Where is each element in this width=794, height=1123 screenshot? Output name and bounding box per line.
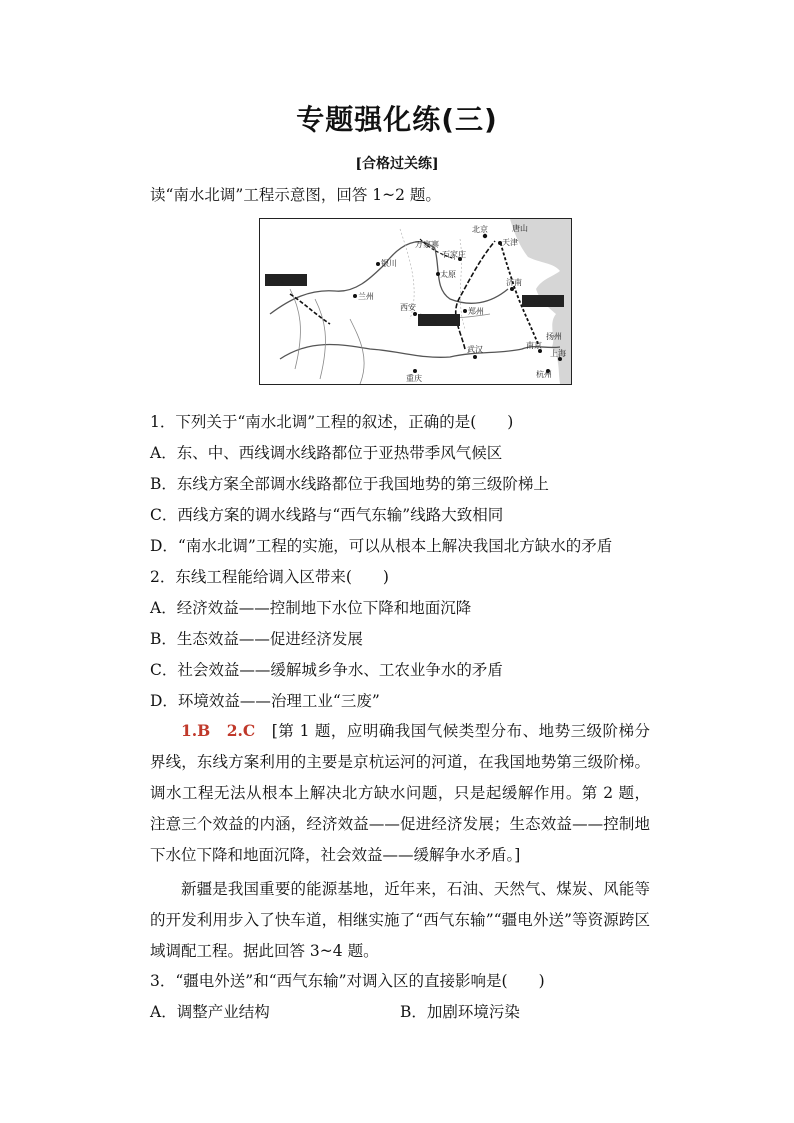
q3-option-b: B．加剧环境污染 <box>400 1003 520 1021</box>
page-title: 专题强化练(三) <box>296 103 498 136</box>
q1-option-a: A．东、中、西线调水线路都位于亚热带季风气候区 <box>150 444 503 462</box>
xian-label: 西安 <box>400 303 416 312</box>
lanzhou-label: 兰州 <box>358 292 374 301</box>
q1-option-c: C．西线方案的调水线路与“西气东输”线路大致相同 <box>150 506 504 524</box>
taiyuan-label: 太原 <box>440 270 456 279</box>
intro-text-2: 新疆是我国重要的能源基地，近年来，石油、天然气、煤炭、风能等的开发利用步入了快车道，相继实施了“西气东输”“疆电外送”等资源跨区域调配工程。据此回答 3~4 题。 <box>150 880 650 960</box>
jinan-marker <box>510 287 514 291</box>
tianjin-label: 天津 <box>502 238 518 247</box>
tangshan-label: 唐山 <box>512 224 528 233</box>
yangzhou-label: 扬州 <box>546 332 562 341</box>
chongqing-label: 重庆 <box>406 374 422 383</box>
yangtze-river <box>280 345 560 359</box>
beijing-marker <box>483 234 487 238</box>
hangzhou-label: 杭州 <box>536 370 552 379</box>
q3-option-a: A．调整产业结构 <box>150 1003 270 1021</box>
yinchuan-label: 银川 <box>381 259 397 268</box>
chongqing-marker <box>413 369 417 373</box>
answer-explanation: [第 1 题，应明确我国气候类型分布、地势三级阶梯分界线，东线方案利用的主要是京杭运河的河道，在我国地势第三级阶梯。调水工程无法从根本上解决北方缺水问题，只是起缓解作用。第 2 题，注意三个效益的内涵，经济效益——促进经济发展；生态效益——控制地下水位下降和地面沉降，社会效益——缓解争水矛盾。] <box>150 722 650 864</box>
q3-stem: 3．“疆电外送”和“西气东输”对调入区的直接影响是( ) <box>150 972 545 990</box>
eastern-route-tag: 东线工程 <box>525 297 557 306</box>
answer-key: 1.B 2.C <box>181 721 256 740</box>
map-svg <box>260 219 571 384</box>
section-heading: [合格过关练] <box>355 156 439 172</box>
intro-text-1: 读“南水北调”工程示意图，回答 1~2 题。 <box>150 186 441 204</box>
q2-option-b: B．生态效益——促进经济发展 <box>150 630 363 648</box>
q2-option-d: D．环境效益——治理工业“三废” <box>150 692 380 710</box>
beijing-label: 北京 <box>472 225 488 234</box>
lanzhou-marker <box>353 294 357 298</box>
south-north-water-diversion-map <box>259 218 572 385</box>
wanjiazhai-label: 万家寨 <box>415 240 439 249</box>
shanghai-label: 上海 <box>550 349 566 358</box>
zhengzhou-marker <box>463 309 467 313</box>
q1-option-b: B．东线方案全部调水线路都位于我国地势的第三级阶梯上 <box>150 475 549 493</box>
wuhan-label: 武汉 <box>467 345 483 354</box>
yinchuan-marker <box>376 262 380 266</box>
river-west-1 <box>290 289 300 369</box>
middle-route-tag: 中线工程 <box>421 316 453 325</box>
wuhan-marker <box>473 355 477 359</box>
q2-option-c: C．社会效益——缓解城乡争水、工农业争水的矛盾 <box>150 661 503 679</box>
nanjing-label: 南京 <box>526 341 542 350</box>
q2-option-a: A．经济效益——控制地下水位下降和地面沉降 <box>150 599 472 617</box>
q1-stem: 1．下列关于“南水北调”工程的叙述，正确的是( ) <box>150 413 514 431</box>
jinan-label: 济南 <box>506 278 522 287</box>
q2-stem: 2．东线工程能给调入区带来( ) <box>150 568 389 586</box>
western-route-tag: 西线工程 <box>268 276 300 285</box>
zhengzhou-label: 郑州 <box>468 307 484 316</box>
answer-explanation-block <box>150 715 650 871</box>
western-route-line <box>290 294 330 324</box>
shijiazhuang-label: 石家庄 <box>442 250 466 259</box>
river-west-3 <box>350 319 364 384</box>
xian-marker <box>413 312 417 316</box>
river-west-2 <box>315 299 325 379</box>
q1-option-d: D．“南水北调”工程的实施，可以从根本上解决我国北方缺水的矛盾 <box>150 537 613 555</box>
